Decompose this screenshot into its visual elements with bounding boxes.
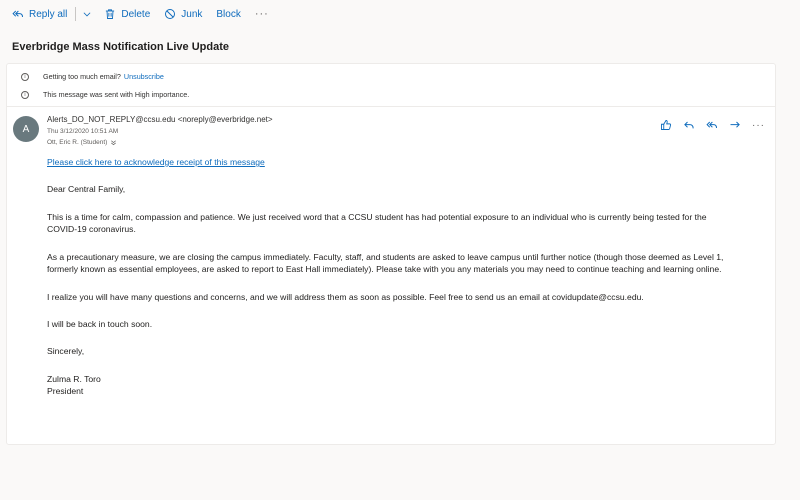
message-actions [660,119,765,131]
avatar[interactable]: A [13,116,39,142]
message-card [6,63,776,445]
more-actions-button[interactable]: ··· [254,8,269,20]
reply-icon[interactable] [683,119,695,131]
unsubscribe-link[interactable]: Unsubscribe [123,72,164,81]
junk-label: Junk [181,8,203,20]
block-label: Block [216,8,241,20]
body-paragraph: I will be back in touch soon. [47,319,153,330]
signature-name: Zulma R. Toro [47,373,101,384]
unsubscribe-notice [21,72,164,81]
header-divider [7,106,775,107]
sent-date: Thu 3/12/2020 10:51 AM [47,128,119,135]
greeting: Dear Central Family, [47,184,126,195]
info-icon: i [21,91,29,99]
chevron-down-icon [110,139,117,146]
signature-title: President [47,386,84,397]
reply-all-label: Reply all [29,8,68,20]
reply-options-dropdown[interactable] [82,9,92,19]
delete-button[interactable] [104,4,150,24]
block-button[interactable] [216,4,240,24]
like-icon[interactable] [660,119,672,131]
reply-all-icon [12,8,24,20]
body-paragraph: This is a time for calm, compassion and patience. We just received word that a CCSU student has had potential exposure to an individual who is currently being tested for the COVID-19 coronavirus. [47,211,707,235]
block-circle-icon [164,8,176,20]
trash-icon [104,8,116,20]
reply-all-button[interactable] [12,4,67,24]
acknowledge-link[interactable]: Please click here to acknowledge receipt of this message [47,157,265,167]
info-icon: i [21,73,29,81]
unsubscribe-text: Getting too much email? [43,72,121,81]
forward-icon[interactable] [729,119,741,131]
recipient-name: Ott, Eric R. (Student) [47,139,108,146]
importance-text: This message was sent with High importance. [43,90,190,99]
email-subject: Everbridge Mass Notification Live Update [12,41,229,53]
body-paragraph: As a precautionary measure, we are closing the campus immediately. Faculty, staff, and students are asked to leave campus until further notice (though those deemed as Level 1, formerly known as essential employees, are asked to report to East Hall immediately). Please take with you any materials you may need to continue teaching and learning online. [47,251,724,275]
body-paragraph: I realize you will have many questions and concerns, and we will address them as soon as possible. Feel free to send us an email at covidupdate@ccsu.edu. [47,291,644,302]
reply-all-icon[interactable] [706,119,718,131]
recipient-line[interactable] [47,139,117,146]
message-body [47,156,737,398]
junk-button[interactable] [164,4,202,24]
command-toolbar [0,0,800,28]
more-options-button[interactable]: ··· [752,119,765,131]
importance-notice [21,90,189,99]
chevron-down-icon [82,9,92,19]
sender-address[interactable]: Alerts_DO_NOT_REPLY@ccsu.edu <noreply@everbridge.net> [47,115,273,124]
closing: Sincerely, [47,346,85,357]
signature [47,373,737,399]
toolbar-divider [75,7,76,21]
delete-label: Delete [121,8,151,20]
